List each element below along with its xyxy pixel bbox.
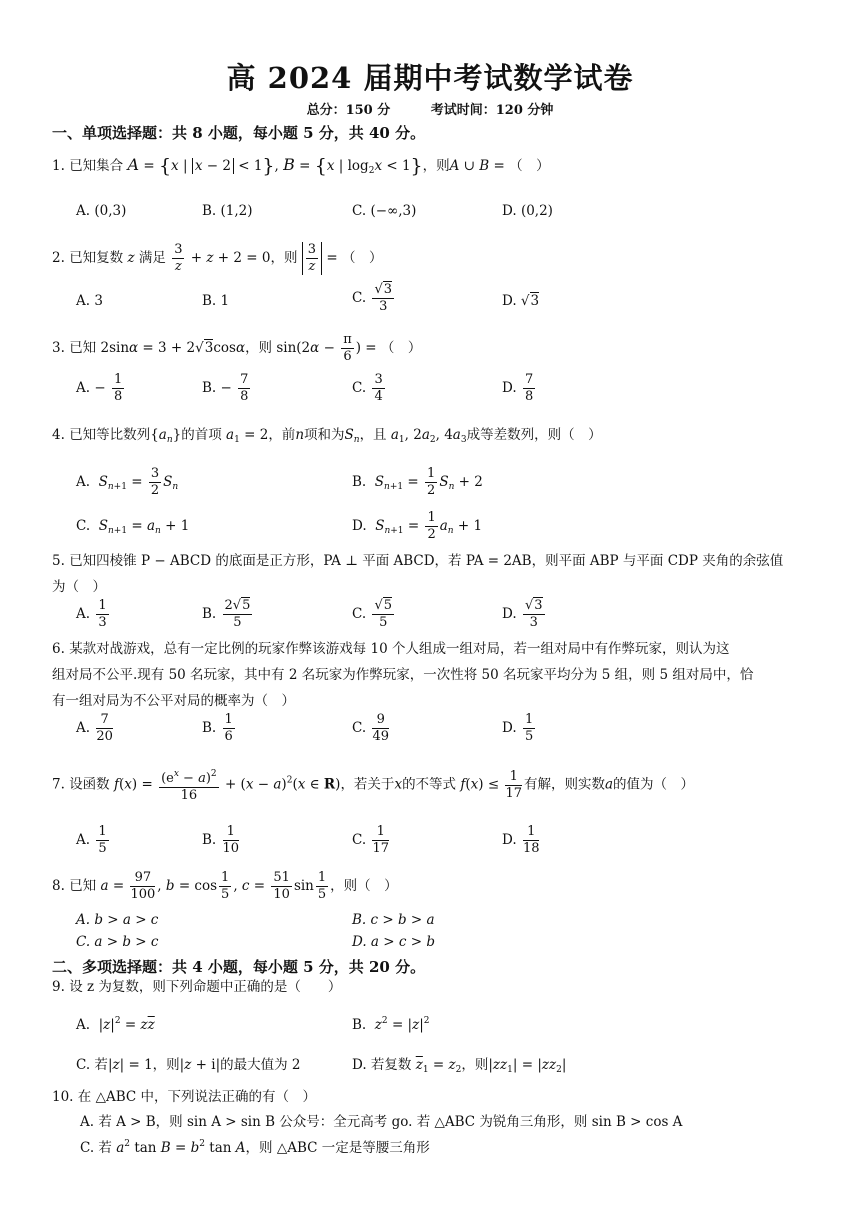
exam-title: 高 2024 届期中考试数学试卷 [226, 61, 634, 95]
question-6: 6. 某款对战游戏，总有一定比例的玩家作弊该游戏每 10 个人组成一组对局，若一组对局中有作弊玩家，则认为这 组对局不公平.现有 50 名玩家，其中有 2 名玩家为作弊玩家，一次性将 50 名玩家平均分为 5 组，则 5 组对局中，恰 有一组对局为不公平对局的概率为（ ） [52, 641, 754, 709]
q10-option-c: C. 若 $a^2$ $\tan B = b^2$ tan A，则 △ABC 一定是等腰三角形 [80, 1139, 430, 1156]
q3-option-c: C. $\frac{3}{4}$ [352, 372, 383, 404]
q4-option-b: B. $S_{n+1}$ = $\frac{1}{2}$ $S_n + 2$ [352, 466, 483, 498]
q1-option-a: A. (0,3) [76, 203, 127, 219]
exam-meta [0, 99, 860, 118]
q3-option-d: D. $\frac{7}{8}$ [502, 372, 534, 404]
q2-option-c: C. $\frac{√3}{3}$ [352, 282, 393, 314]
question-5: 5. 已知四棱锥 P − ABCD 的底面是正方形，PA ⊥ 平面 ABCD，若 PA = 2AB，则平面 ABP 与平面 CDP 夹角的余弦值 为（ ） [52, 553, 784, 595]
section-1-heading: 一、单项选择题：共 8 小题，每小题 5 分，共 40 分。 [52, 124, 426, 142]
q4-option-a: A. $S_{n+1}$ = $\frac{3}{2}$ $S_n$ [76, 466, 179, 498]
q10-option-a-b: A. 若 A > B，则 sin A > sin B 公众号：全元高考 go. 若 △ABC 为锐角三角形，则 sin B > cos A [80, 1114, 683, 1130]
q7-option-d: D. $\frac{1}{18}$ [502, 824, 540, 856]
question-3: 3. 已知 2sinα = 3 + 2√3cosα，则 sin(2α − $\frac{\pi}{6}$ ) = （ ） [52, 332, 422, 364]
question-4: 4. 已知等比数列$\{a_n\}$的首项 $a_1 = 2$，前n项和为$S_n$，且 $a_1$, $2a_2$, $4a_3$成等差数列，则（ ） [52, 427, 602, 445]
q5-option-c: C. $\frac{√5}{5}$ [352, 598, 393, 630]
q5-option-a: A. $\frac{1}{3}$ [76, 598, 107, 630]
question-10: 10. 在 △ABC 中，下列说法正确的有（ ） [52, 1089, 316, 1105]
q4-option-d: D. $S_{n+1}$ = $\frac{1}{2}$ $a_n + 1$ [352, 510, 483, 542]
question-7: 7. 设函数 f(x) = $\frac{(e^x - a)^2}{16}$ + $(x - a)^2(x$ ∈ R)，若关于x的不等式 f(x) ≤ $\frac{1}{17}$ 有解，则实数a的值为（ ） [52, 766, 812, 804]
q7-option-b: B. $\frac{1}{10}$ [202, 824, 240, 856]
q8-option-d: D. a > c > b [352, 934, 435, 950]
q6-option-b: B. $\frac{1}{6}$ [202, 712, 233, 744]
q7-option-c: C. $\frac{1}{17}$ [352, 824, 389, 856]
q9-option-d: D. 若复数 $\overline{z}_1 = z_2$，则$|zz_1| = |zz_2|$ [352, 1057, 567, 1075]
q9-option-b: B. $z^2 = |z|^2$ [352, 1016, 430, 1033]
exam-time: 考试时间：120 分钟 [430, 103, 554, 118]
q2-option-b: B. 1 [202, 293, 230, 309]
q8-option-c: C. a > b > c [76, 934, 159, 950]
q2-option-d: D. √3 [502, 293, 540, 309]
q3-option-b: B. − $\frac{7}{8}$ [202, 372, 249, 404]
q3-option-a: A. − $\frac{1}{8}$ [76, 372, 123, 404]
q6-option-d: D. $\frac{1}{5}$ [502, 712, 534, 744]
q9-option-a: A. $|z|^2 = z\overline{z}$ [76, 1016, 155, 1033]
q4-option-c: C. $S_{n+1} = a_n + 1$ [76, 518, 190, 536]
q8-option-b: B. c > b > a [352, 912, 435, 928]
q6-option-c: C. $\frac{9}{49}$ [352, 712, 389, 744]
question-1: 1. 已知集合 A = {x | x − 2 < 1}, B = {x | $\log_2x < 1$}，则A ∪ B = （ ） [52, 155, 550, 177]
question-9: 9. 设 z 为复数，则下列命题中正确的是（ ） [52, 979, 342, 995]
q1-option-c: C. (−∞,3) [352, 203, 417, 219]
q7-option-a: A. $\frac{1}{5}$ [76, 824, 107, 856]
q6-option-a: A. $\frac{7}{20}$ [76, 712, 113, 744]
q5-option-b: B. $\frac{2√5}{5}$ [202, 598, 251, 630]
q8-option-a: A. b > a > c [76, 912, 159, 928]
total-score: 总分：150 分 [306, 103, 391, 118]
question-8: 8. 已知 a = $\frac{97}{100}$ , b = cos $\frac{1}{5}$ , c = $\frac{51}{10}$ sin $\frac{1}{5}$ ，则（ ） [52, 870, 398, 902]
q1-option-b: B. (1,2) [202, 203, 253, 219]
q9-option-c: C. 若|z| = 1，则|z + i|的最大值为 2 [76, 1057, 301, 1073]
section-2-heading: 二、多项选择题：共 4 小题，每小题 5 分，共 20 分。 [52, 958, 426, 976]
q5-option-d: D. $\frac{√3}{3}$ [502, 598, 543, 630]
question-2: 2. 已知复数 z 满足 $\frac{3}{z}$ + z + 2 = 0，则 $\frac{3}{z}$ = （ ） [52, 242, 383, 274]
q1-option-d: D. (0,2) [502, 203, 553, 219]
q2-option-a: A. 3 [76, 293, 103, 309]
